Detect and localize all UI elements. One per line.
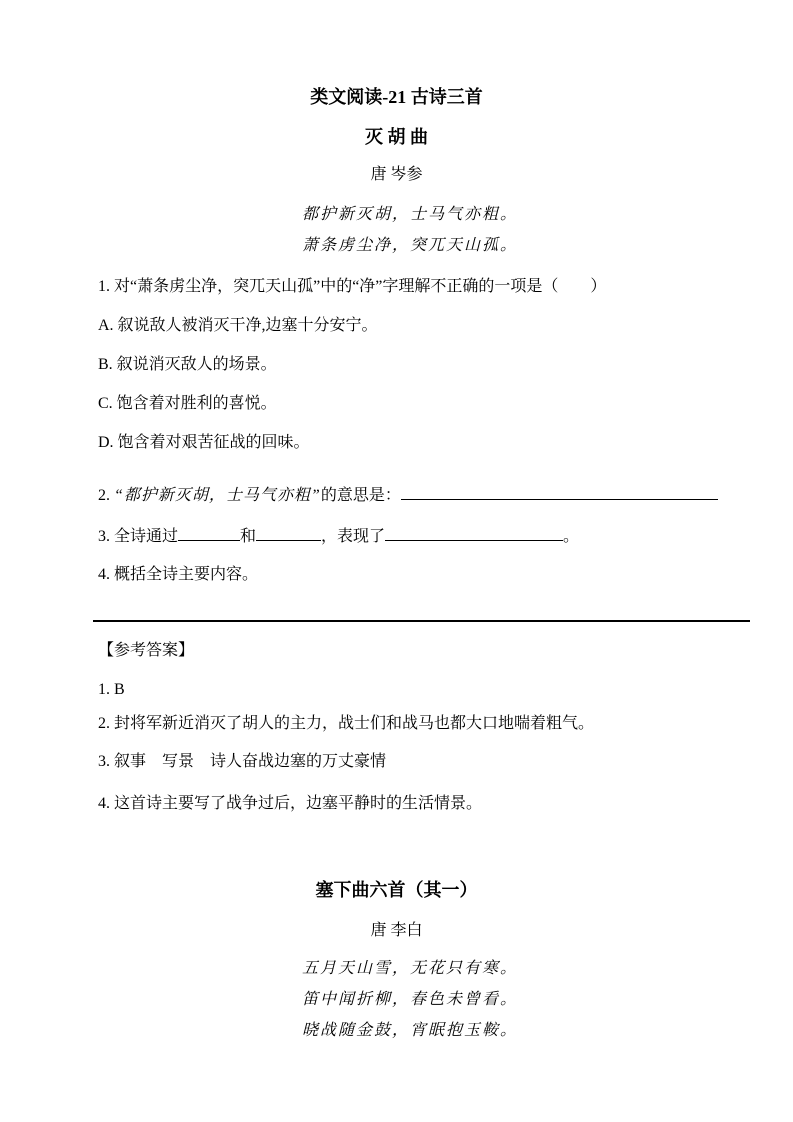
answer-item-2: 2. 封将军新近消灭了胡人的主力，战士们和战马也都大口地喘着粗气。 xyxy=(98,715,595,732)
answer-item-3: 3. 叙事 写景 诗人奋战边塞的万丈豪情 xyxy=(98,753,387,770)
question-2 xyxy=(98,484,718,506)
question-3-blank-3 xyxy=(385,525,563,541)
question-1: 1. 对“萧条虏尘净，突兀天山孤”中的“净”字理解不正确的一项是（ ） xyxy=(98,278,607,295)
answer-item-4: 4. 这首诗主要写了战争过后，边塞平静时的生活情景。 xyxy=(98,795,483,812)
question-2-suffix: 的意思是： xyxy=(320,487,401,504)
question-3 xyxy=(98,525,718,547)
question-1-option-b: B. 叙说消灭敌人的场景。 xyxy=(98,356,277,373)
poem1-title: 灭 胡 曲 xyxy=(365,127,428,147)
question-3-prefix: 3. 全诗通过 xyxy=(98,528,179,545)
question-2-answer-blank xyxy=(401,484,718,500)
answer-item-1: 1. B xyxy=(98,681,125,698)
poem2-line-2: 笛中闻折柳，春色未曾看。 xyxy=(302,991,519,1008)
question-3-blank-2 xyxy=(256,525,321,541)
question-3-blank-1 xyxy=(178,525,240,541)
question-4: 4. 概括全诗主要内容。 xyxy=(98,566,259,583)
question-2-quote: “都护新灭胡，士马气亦粗” xyxy=(114,487,321,504)
page-title: 类文阅读-21 古诗三首 xyxy=(310,87,483,107)
question-2-text xyxy=(98,486,401,506)
question-3-end: 。 xyxy=(563,528,580,545)
question-3-mid: ，表现了 xyxy=(321,528,386,545)
poem2-line-1: 五月天山雪，无花只有寒。 xyxy=(302,960,519,977)
poem1-line-1: 都护新灭胡，士马气亦粗。 xyxy=(302,206,519,223)
section-divider xyxy=(93,620,750,622)
poem2-author: 唐 李白 xyxy=(370,922,423,939)
question-1-option-a: A. 叙说敌人被消灭干净,边塞十分安宁。 xyxy=(98,317,378,334)
poem2-line-3: 晓战随金鼓，宵眠抱玉鞍。 xyxy=(302,1022,519,1039)
answers-header: 【参考答案】 xyxy=(98,642,195,659)
question-1-option-d: D. 饱含着对艰苦征战的回味。 xyxy=(98,434,310,451)
poem1-line-2: 萧条虏尘净，突兀天山孤。 xyxy=(302,237,519,254)
question-3-and: 和 xyxy=(240,528,257,545)
question-2-number: 2. xyxy=(98,487,114,504)
poem1-author: 唐 岑参 xyxy=(370,166,423,183)
poem2-title: 塞下曲六首（其一） xyxy=(315,880,478,900)
question-1-option-c: C. 饱含着对胜利的喜悦。 xyxy=(98,395,277,412)
